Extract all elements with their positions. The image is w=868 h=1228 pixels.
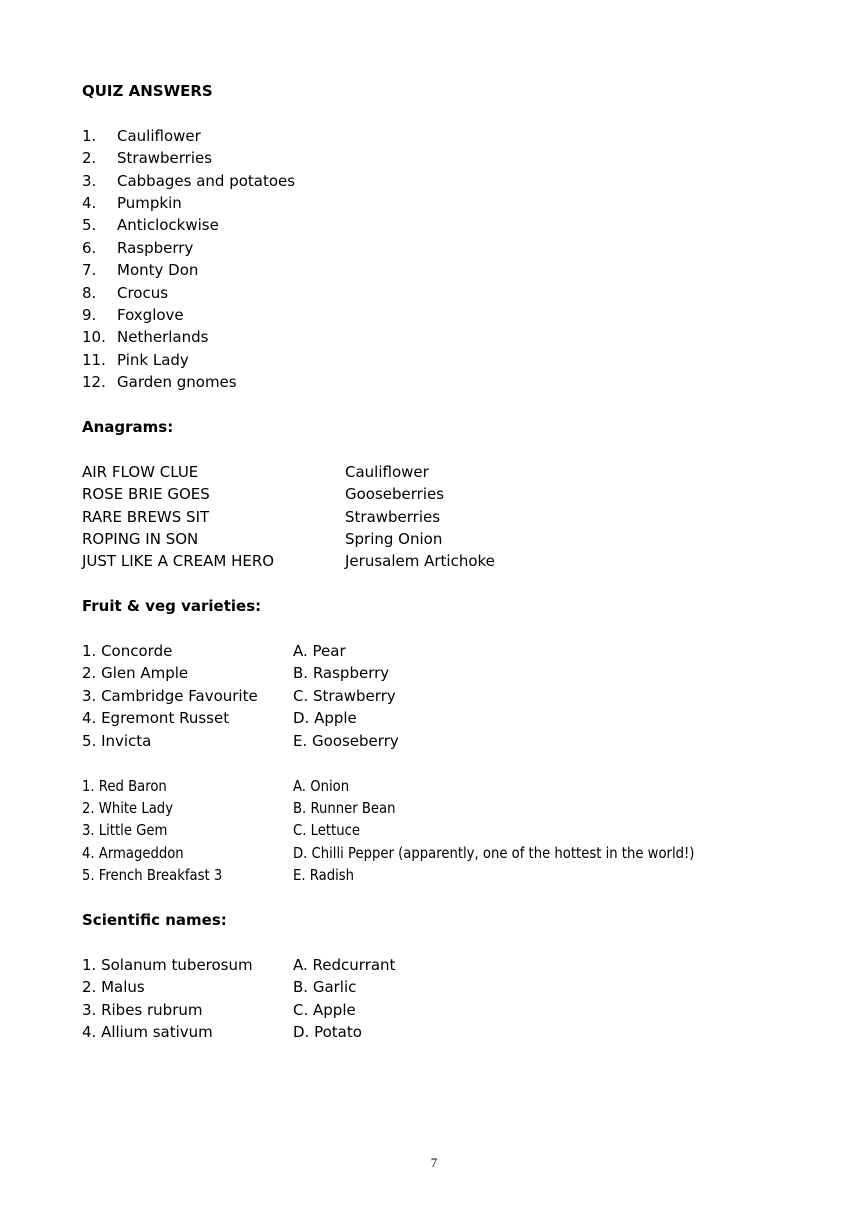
- match-right: C. Apple: [293, 1000, 356, 1019]
- item-number: 7.: [82, 261, 97, 280]
- item-text: Cabbages and potatoes: [117, 171, 296, 190]
- variety-row: [82, 640, 838, 662]
- scientific-row: [82, 1021, 838, 1043]
- item-number: 12.: [82, 373, 106, 392]
- match-left: 3. Cambridge Favourite: [82, 686, 258, 705]
- match-right: E. Gooseberry: [293, 731, 399, 750]
- anagram-row: [82, 528, 838, 550]
- anagram-row: [82, 550, 838, 572]
- match-left: 1. Concorde: [82, 642, 173, 661]
- match-right: A. Pear: [293, 642, 346, 661]
- anagram-row: [82, 506, 838, 528]
- match-right: E. Radish: [293, 866, 354, 885]
- match-left: 5. Invicta: [82, 731, 152, 750]
- match-left: 3. Ribes rubrum: [82, 1000, 203, 1019]
- quiz-answer-row: [82, 304, 838, 326]
- match-left: 3. Little Gem: [82, 821, 168, 840]
- item-text: Monty Don: [117, 261, 199, 280]
- variety-row: [82, 864, 838, 886]
- quiz-answer-row: [82, 125, 838, 147]
- item-text: Cauliflower: [117, 126, 201, 145]
- match-right: B. Raspberry: [293, 664, 390, 683]
- page-number: 7: [430, 1155, 438, 1170]
- item-text: Raspberry: [117, 238, 194, 257]
- item-number: 1.: [82, 126, 97, 145]
- item-number: 3.: [82, 171, 97, 190]
- varieties-group-2: [82, 775, 838, 887]
- quiz-answer-row: [82, 349, 838, 371]
- match-left: 2. Glen Ample: [82, 664, 189, 683]
- page-content: [82, 80, 838, 1066]
- anagram-clue: ROSE BRIE GOES: [82, 485, 210, 504]
- anagram-answer: Strawberries: [345, 507, 441, 526]
- scientific-row: [82, 999, 838, 1021]
- variety-row: [82, 730, 838, 752]
- item-number: 6.: [82, 238, 97, 257]
- quiz-answers-list: [82, 125, 838, 394]
- scientific-names-list: [82, 954, 838, 1044]
- quiz-answer-row: [82, 214, 838, 236]
- anagram-row: [82, 483, 838, 505]
- match-left: 4. Allium sativum: [82, 1022, 213, 1041]
- quiz-answer-row: [82, 371, 838, 393]
- anagram-answer: Spring Onion: [345, 530, 443, 549]
- match-right: A. Onion: [293, 776, 350, 795]
- item-text: Netherlands: [117, 328, 209, 347]
- match-right: C. Lettuce: [293, 821, 360, 840]
- quiz-answer-row: [82, 259, 838, 281]
- match-left: 2. White Lady: [82, 798, 174, 817]
- variety-row: [82, 685, 838, 707]
- item-number: 4.: [82, 194, 97, 213]
- anagram-clue: RARE BREWS SIT: [82, 507, 210, 526]
- match-right: C. Strawberry: [293, 686, 396, 705]
- item-text: Foxglove: [117, 306, 184, 325]
- anagram-answer: Gooseberries: [345, 485, 445, 504]
- anagram-answer: Cauliflower: [345, 462, 429, 481]
- anagram-clue: ROPING IN SON: [82, 530, 199, 549]
- scientific-row: [82, 976, 838, 998]
- match-right: A. Redcurrant: [293, 955, 396, 974]
- item-number: 11.: [82, 350, 106, 369]
- item-number: 10.: [82, 328, 106, 347]
- page-title: QUIZ ANSWERS: [82, 82, 213, 100]
- match-right: B. Runner Bean: [293, 798, 396, 817]
- anagram-answer: Jerusalem Artichoke: [345, 552, 495, 571]
- item-number: 8.: [82, 283, 97, 302]
- quiz-answer-row: [82, 282, 838, 304]
- quiz-answer-row: [82, 147, 838, 169]
- match-right: D. Apple: [293, 709, 357, 728]
- scientific-row: [82, 954, 838, 976]
- match-left: 4. Egremont Russet: [82, 709, 230, 728]
- variety-row: [82, 775, 838, 797]
- item-text: Pink Lady: [117, 350, 189, 369]
- quiz-answer-row: [82, 326, 838, 348]
- match-left: 1. Solanum tuberosum: [82, 955, 253, 974]
- match-left: 4. Armageddon: [82, 843, 184, 862]
- item-text: Anticlockwise: [117, 216, 219, 235]
- item-text: Crocus: [117, 283, 169, 302]
- anagram-row: [82, 461, 838, 483]
- varieties-group-1: [82, 640, 838, 752]
- quiz-answer-row: [82, 170, 838, 192]
- match-right: D. Chilli Pepper (apparently, one of the hottest in the world!): [293, 843, 695, 862]
- item-number: 2.: [82, 149, 97, 168]
- quiz-answer-row: [82, 237, 838, 259]
- variety-row: [82, 797, 838, 819]
- item-number: 9.: [82, 306, 97, 325]
- variety-row: [82, 662, 838, 684]
- match-left: 1. Red Baron: [82, 776, 167, 795]
- match-left: 5. French Breakfast 3: [82, 866, 223, 885]
- anagrams-heading: Anagrams:: [82, 418, 174, 437]
- item-number: 5.: [82, 216, 97, 235]
- anagram-clue: AIR FLOW CLUE: [82, 462, 199, 481]
- variety-row: [82, 819, 838, 841]
- scientific-names-heading: Scientific names:: [82, 910, 227, 929]
- match-left: 2. Malus: [82, 978, 145, 997]
- quiz-answer-row: [82, 192, 838, 214]
- varieties-heading: Fruit & veg varieties:: [82, 597, 262, 616]
- item-text: Pumpkin: [117, 194, 182, 213]
- match-right: B. Garlic: [293, 978, 357, 997]
- item-text: Strawberries: [117, 149, 213, 168]
- variety-row: [82, 842, 838, 864]
- anagrams-list: [82, 461, 838, 573]
- variety-row: [82, 707, 838, 729]
- item-text: Garden gnomes: [117, 373, 237, 392]
- match-right: D. Potato: [293, 1022, 362, 1041]
- anagram-clue: JUST LIKE A CREAM HERO: [82, 552, 275, 571]
